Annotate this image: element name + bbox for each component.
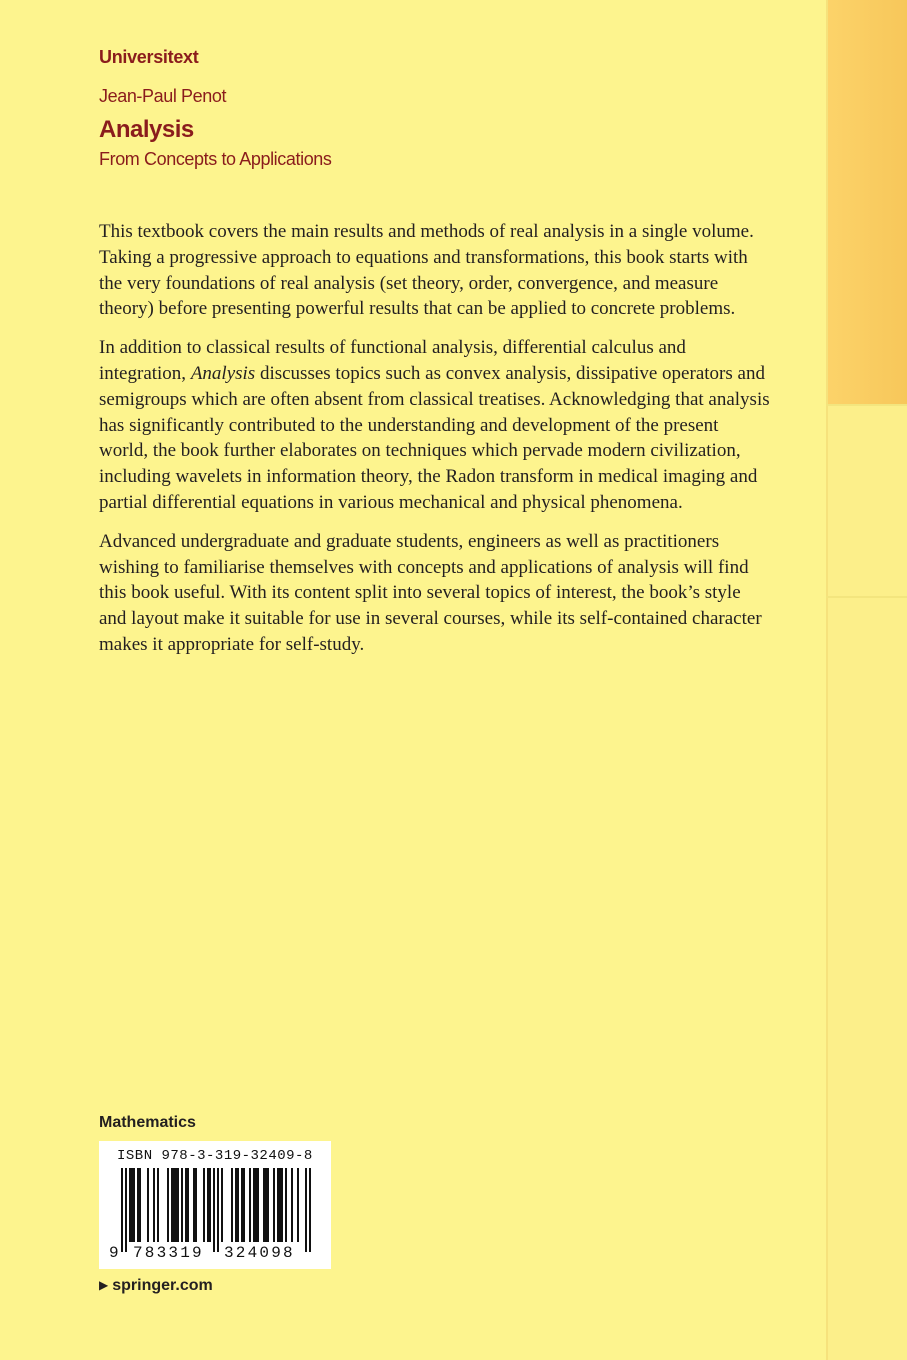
barcode-bar xyxy=(257,1168,259,1242)
barcode-bar xyxy=(237,1168,239,1242)
barcode-bar xyxy=(285,1168,287,1242)
barcode-bar xyxy=(147,1168,149,1242)
barcode-bar xyxy=(171,1168,173,1242)
barcode-bar xyxy=(137,1168,139,1242)
barcode-bar xyxy=(265,1168,267,1242)
barcode-bar xyxy=(187,1168,189,1242)
barcode-bar xyxy=(281,1168,283,1242)
barcode-bar xyxy=(129,1168,131,1242)
blurb xyxy=(99,219,771,671)
barcode-bar xyxy=(243,1168,245,1242)
barcode-guard-bar xyxy=(213,1168,215,1252)
barcode-bar xyxy=(203,1168,205,1242)
triangle-right-icon: ▶ xyxy=(99,1278,109,1292)
spine-divider xyxy=(826,596,907,598)
barcode-bar xyxy=(255,1168,257,1242)
ean-right-digits: 324098 xyxy=(224,1244,295,1262)
barcode-bar xyxy=(277,1168,279,1242)
book-title: Analysis xyxy=(99,116,194,143)
barcode-guard-bar xyxy=(305,1168,307,1252)
author-name: Jean-Paul Penot xyxy=(99,86,227,106)
publisher-url: springer.com xyxy=(112,1277,213,1294)
barcode-guard-bar xyxy=(125,1168,127,1252)
barcode-bar xyxy=(235,1168,237,1242)
barcode-guard-bar xyxy=(121,1168,123,1252)
barcode-bar xyxy=(181,1168,183,1242)
subject-category: Mathematics xyxy=(99,1114,196,1131)
barcode-bar xyxy=(291,1168,293,1242)
barcode-guard-bar xyxy=(309,1168,311,1252)
spine-fold-line xyxy=(826,0,828,1360)
ean-left-digits: 783319 xyxy=(133,1244,204,1262)
barcode-bar xyxy=(231,1168,233,1242)
barcode-bar xyxy=(185,1168,187,1242)
barcode-bar xyxy=(173,1168,175,1242)
barcode-bar xyxy=(175,1168,177,1242)
barcode-bar xyxy=(297,1168,299,1242)
book-subtitle: From Concepts to Applications xyxy=(99,149,332,169)
barcode-bar xyxy=(263,1168,265,1242)
barcode-bar xyxy=(131,1168,133,1242)
blurb-paragraph: This textbook covers the main results and methods of real analysis in a single volume. Taking a progressive approach to equations and transformations, this book starts with the very foundations of real analysis (set theory, order, convergence, and measure theory) before presenting powerful results that can be applied to concrete problems. xyxy=(99,221,754,320)
barcode-bar xyxy=(207,1168,209,1242)
barcode-bar xyxy=(221,1168,223,1242)
barcode-bar xyxy=(249,1168,251,1242)
blurb-paragraph xyxy=(99,335,771,516)
barcode-bar xyxy=(241,1168,243,1242)
spine-color-band xyxy=(826,0,907,404)
isbn-barcode xyxy=(99,1141,331,1269)
series-name: Universitext xyxy=(99,47,199,67)
blurb-text: discusses topics such as convex analysis, dissipative operators and semigroups which are often absent from classical treatises. Acknowledging that analysis has significantly contributed to the understanding and development of the present world, the book further elaborates on techniques which pervade modern civilization, including wavelets in information theory, the Radon transform in medical imaging and partial differential equations in various mechanical and physical phenomena. xyxy=(99,362,770,513)
barcode-guard-bar xyxy=(217,1168,219,1252)
barcode-bar xyxy=(279,1168,281,1242)
barcode-bar xyxy=(157,1168,159,1242)
barcode-bar xyxy=(139,1168,141,1242)
barcode-bar xyxy=(209,1168,211,1242)
blurb-title-emphasis: Analysis xyxy=(190,362,256,384)
barcode-bar xyxy=(273,1168,275,1242)
spine-divider xyxy=(826,404,907,406)
barcode-bar xyxy=(177,1168,179,1242)
publisher-link[interactable] xyxy=(99,1277,213,1295)
ean-first-digit: 9 xyxy=(109,1244,119,1262)
barcode-bar xyxy=(193,1168,195,1242)
barcode-bar xyxy=(195,1168,197,1242)
barcode-bar xyxy=(167,1168,169,1242)
isbn-label: ISBN 978-3-319-32409-8 xyxy=(117,1148,313,1164)
barcode-bar xyxy=(133,1168,135,1242)
barcode-bar xyxy=(267,1168,269,1242)
blurb-text: In addition to classical results of functional analysis, differential calculus and integration, xyxy=(99,337,686,384)
blurb-paragraph: Advanced undergraduate and graduate students, engineers as well as practitioners wishing to familiarise themselves with concepts and applications of analysis will find this book useful. With its content split into several topics of interest, the book’s style and layout make it suitable for use in several courses, while its self-contained character makes it appropriate for self-study. xyxy=(99,530,762,655)
barcode-bar xyxy=(153,1168,155,1242)
barcode-bar xyxy=(253,1168,255,1242)
